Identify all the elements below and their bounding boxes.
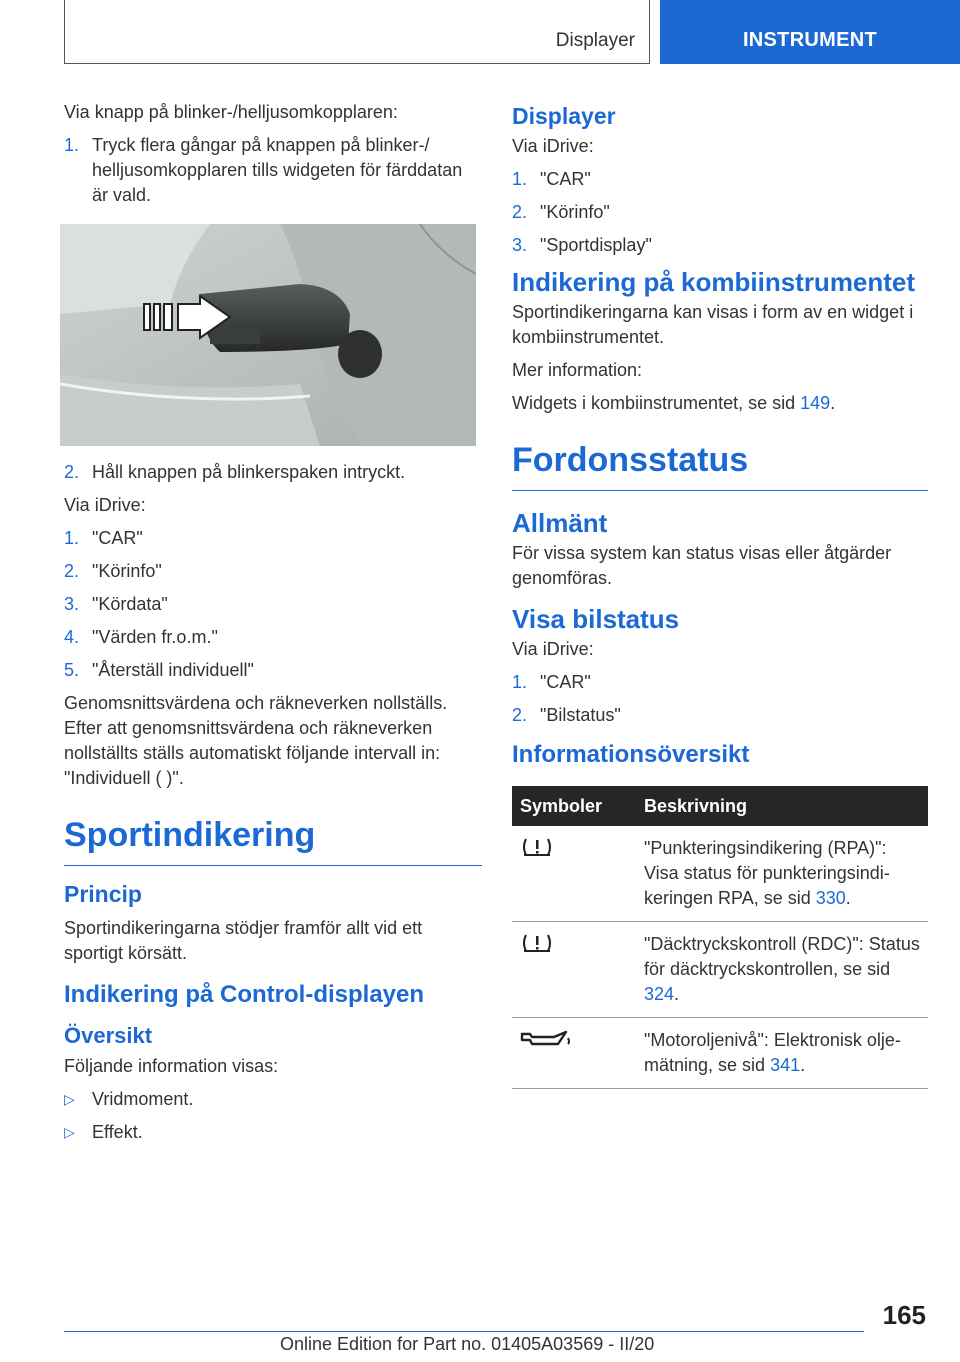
list-item xyxy=(64,526,482,551)
list-item-marker: 1. xyxy=(64,135,80,155)
list-item-marker: 3. xyxy=(512,235,528,255)
heading-displayer: Displayer xyxy=(512,103,616,129)
chapter-heading-sport: Sportindikering xyxy=(64,815,482,866)
reset-paragraph: Genomsnittsvärdena och räkneverken nollställs. Efter att genomsnittsvärdena och räkneverken nollställts ställs automatiskt följande intervall in: "Individuell ( )". xyxy=(64,693,448,788)
list-item-text: "Sportdisplay" xyxy=(540,235,652,255)
heading-oversikt: Översikt xyxy=(64,1023,153,1048)
list-item-marker: 2. xyxy=(64,561,80,581)
heading-visa-bilstatus: Visa bilstatus xyxy=(512,604,680,634)
steps-list-c xyxy=(64,526,482,683)
table-header-description: Beskrivning xyxy=(636,786,928,826)
list-item-marker: 2. xyxy=(64,462,80,482)
footer-divider xyxy=(64,1331,864,1332)
steps-list-a xyxy=(64,133,482,208)
princip-paragraph: Sportindikeringarna stödjer framför allt vid ett sportigt körsätt. xyxy=(64,918,423,963)
kombi-paragraph: Sportindikeringarna kan visas i form av en widget i kombiinstrumentet. xyxy=(512,302,914,347)
widgets-reference: Widgets i kombiinstrumentet, se sid 149. xyxy=(512,393,836,413)
page-link-149[interactable]: 149 xyxy=(800,393,831,413)
page-number: 165 xyxy=(882,1300,926,1330)
list-item-marker: 3. xyxy=(64,594,80,614)
list-item-marker: 4. xyxy=(64,627,80,647)
table-row: "Däcktryckskontroll (RDC)": Status för däcktryckskontrollen, se sid 324. xyxy=(512,922,928,1018)
blinker-switch-illustration xyxy=(60,224,476,446)
more-info-label: Mer information: xyxy=(512,360,643,380)
list-item-text: "CAR" xyxy=(92,528,143,548)
edition-text: Online Edition for Part no. 01405A03569 - II/20 xyxy=(280,1334,655,1354)
heading-princip: Princip xyxy=(64,881,142,907)
list-item xyxy=(512,233,928,258)
list-item-marker: 1. xyxy=(512,672,528,692)
page-link-330[interactable]: 330 xyxy=(815,888,846,908)
list-item-text: "Körinfo" xyxy=(92,561,162,581)
section-title: Displayer xyxy=(555,30,635,51)
list-item xyxy=(512,670,928,695)
heading-control-display: Indikering på Control-displayen xyxy=(64,981,425,1008)
info-paragraph: Följande information visas: xyxy=(64,1056,279,1076)
list-item xyxy=(64,133,482,208)
list-item-marker: 2. xyxy=(512,202,528,222)
tire-warning-icon xyxy=(520,836,554,858)
table-header-symbols: Symboler xyxy=(512,786,636,826)
page-link-341[interactable]: 341 xyxy=(770,1055,801,1075)
list-item-text: Tryck flera gångar på knappen på blinker-/ helljusomkopplaren tills widgeten för färddatan är vald. xyxy=(92,135,463,205)
chapter-tab: INSTRUMENT xyxy=(660,0,960,64)
tire-warning-icon xyxy=(520,932,554,954)
list-item-text: "Återställ individuell" xyxy=(92,660,254,680)
info-table xyxy=(512,786,928,1089)
right-column xyxy=(512,100,928,1089)
list-item-text: "CAR" xyxy=(540,169,591,189)
heading-kombi: Indikering på kombiinstrumentet xyxy=(512,267,916,297)
list-item xyxy=(64,1120,482,1145)
list-item-text: Vridmoment. xyxy=(92,1089,194,1109)
list-item-marker: ▷ xyxy=(64,1124,75,1140)
list-item-text: "Bilstatus" xyxy=(540,705,621,725)
list-item xyxy=(512,167,928,192)
via-idrive-label-2: Via iDrive: xyxy=(512,136,594,156)
allmant-paragraph: För vissa system kan status visas eller åtgärder genomföras. xyxy=(512,543,892,588)
list-item-marker: 5. xyxy=(64,660,80,680)
list-item-text: "Kördata" xyxy=(92,594,168,614)
list-item xyxy=(512,200,928,225)
oil-can-icon xyxy=(520,1028,572,1050)
steps-list-b xyxy=(64,460,482,485)
list-item-marker: 2. xyxy=(512,705,528,725)
list-item xyxy=(64,625,482,650)
heading-informationsoversikt: Informationsöversikt xyxy=(512,741,750,768)
list-item-text: "Värden fr.o.m." xyxy=(92,627,218,647)
via-idrive-label-3: Via iDrive: xyxy=(512,639,594,659)
list-item xyxy=(64,559,482,584)
blinker-switch-figure xyxy=(60,224,476,446)
list-item-marker: 1. xyxy=(64,528,80,548)
list-item-marker: 1. xyxy=(512,169,528,189)
header-section-box xyxy=(64,0,650,64)
table-row: "Punkteringsindikering (RPA)": Visa status för punkteringsindikeringen RPA, se sid 330. xyxy=(512,826,928,922)
table-header-row xyxy=(512,786,928,826)
list-item-marker: ▷ xyxy=(64,1091,75,1107)
list-item xyxy=(64,658,482,683)
table-row: "Motoroljenivå": Elektronisk oljemätning, se sid 341. xyxy=(512,1018,928,1089)
list-item xyxy=(64,592,482,617)
list-item-text: "CAR" xyxy=(540,672,591,692)
via-idrive-label: Via iDrive: xyxy=(64,495,146,515)
list-item-text: Effekt. xyxy=(92,1122,143,1142)
list-item-text: Håll knappen på blinkerspaken intryckt. xyxy=(92,462,406,482)
page-link-324[interactable]: 324 xyxy=(644,984,675,1004)
bullet-list xyxy=(64,1087,482,1145)
chapter-heading-status: Fordonsstatus xyxy=(512,440,928,491)
steps-list-d xyxy=(512,167,928,258)
list-item-text: "Körinfo" xyxy=(540,202,610,222)
left-column xyxy=(64,100,482,1153)
list-item xyxy=(64,460,482,485)
list-item xyxy=(512,703,928,728)
intro-text: Via knapp på blinker-/helljusomkopplaren: xyxy=(64,102,398,122)
heading-allmant: Allmänt xyxy=(512,508,608,538)
steps-list-e xyxy=(512,670,928,728)
list-item xyxy=(64,1087,482,1112)
